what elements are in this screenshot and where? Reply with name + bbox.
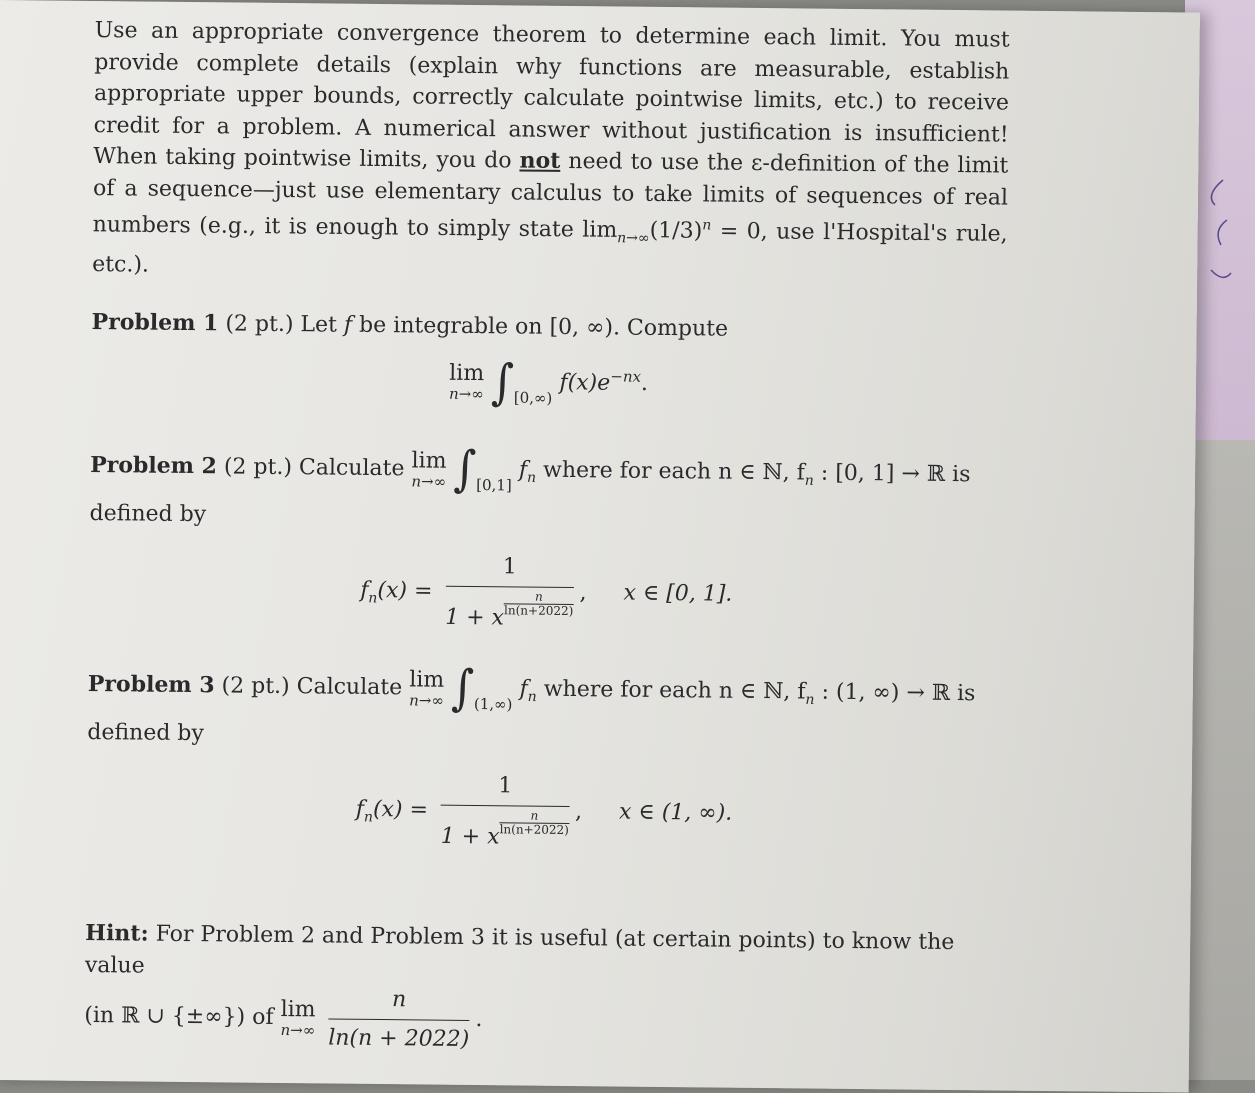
limit-operator — [448, 360, 485, 404]
lhs: f — [360, 577, 369, 604]
lhs-2: (x) = — [377, 578, 433, 604]
fraction — [445, 551, 574, 635]
problem-1-points: (2 pt.) — [225, 311, 294, 337]
hint — [84, 918, 1000, 1061]
desk-background — [1185, 440, 1255, 1080]
exp-num: n — [500, 809, 569, 824]
domain: x ∈ (1, ∞). — [618, 799, 733, 827]
fn-sub: n — [805, 692, 815, 709]
hint-text: For Problem 2 and Problem 3 it is useful (at certain points) to know the value — [84, 922, 955, 979]
exp-den: ln(n+2022) — [504, 603, 574, 618]
problem-2-label: Problem 2 — [89, 452, 218, 480]
exp-den: ln(n+2022) — [499, 822, 569, 837]
domain: x ∈ [0, 1]. — [623, 580, 733, 607]
problem-2-text: Calculate — [298, 455, 405, 482]
problem-3-label: Problem 3 — [87, 671, 215, 699]
period: . — [475, 1007, 483, 1033]
hint-label: Hint: — [85, 920, 149, 948]
problem-3 — [86, 660, 1003, 858]
integrand-exponent: −nx — [610, 367, 642, 386]
numerator: n — [328, 984, 469, 1021]
lim-text: lim — [449, 360, 485, 387]
problem-2-formula — [88, 547, 1004, 639]
denominator: ln(n + 2022) — [328, 1025, 470, 1052]
period: . — [640, 371, 649, 397]
denominator — [441, 805, 570, 853]
lim-text: lim — [280, 996, 316, 1023]
fraction — [441, 770, 570, 854]
lhs-2: (x) = — [372, 797, 429, 823]
instructions-text-3: (1/3) — [649, 218, 703, 244]
problem-3-points: (2 pt.) — [221, 673, 290, 700]
fn-sub: n — [804, 472, 814, 489]
lhs-sub: n — [368, 590, 378, 607]
integrand: f(x)e — [559, 370, 611, 396]
comma: , — [579, 580, 587, 606]
problem-1 — [91, 307, 1007, 420]
denominator-base: 1 + x — [440, 823, 500, 850]
exam-content — [84, 15, 1010, 1061]
problem-3-formula — [86, 766, 1002, 858]
fraction — [328, 984, 470, 1055]
problem-1-label: Problem 1 — [91, 308, 219, 337]
exponent-fraction — [500, 809, 570, 837]
function-f: f — [343, 312, 353, 338]
limit-operator — [280, 996, 316, 1040]
problem-1-text-2: be integrable on [0, ∞). Compute — [359, 312, 729, 342]
exponent: n — [702, 217, 712, 234]
exponent-fraction — [504, 590, 574, 618]
fn-sub: n — [526, 469, 537, 487]
fn-sub: n — [527, 689, 537, 706]
problem-2 — [88, 441, 1005, 639]
comma: , — [574, 799, 583, 825]
instructions-text-2: need to use the ε-definition of the limit of a sequence—just use elementary calculus to take limits of sequences of real numbers (e.g., it is enough to simply state lim — [92, 148, 1009, 243]
lim-text: lim — [411, 447, 447, 474]
lim-sub: n→∞ — [411, 471, 447, 491]
lim-sub: n→∞ — [409, 691, 444, 710]
defined-by-text: defined by — [89, 500, 207, 527]
lim-subscript: n→∞ — [617, 230, 650, 247]
denominator-base: 1 + x — [445, 604, 505, 631]
problem-2-points: (2 pt.) — [223, 454, 293, 481]
fn: f — [518, 457, 528, 483]
integral-domain: (1,∞) — [473, 695, 513, 714]
numerator: 1 — [441, 770, 569, 807]
problem-3-text: Calculate — [296, 674, 403, 701]
emphasis-not: not — [519, 147, 561, 174]
lim-sub: n→∞ — [280, 1020, 316, 1040]
lhs-sub: n — [363, 809, 374, 826]
problem-3-text-3: : (1, ∞) → ℝ is — [814, 679, 976, 707]
lhs: f — [355, 797, 365, 823]
denominator — [445, 586, 574, 634]
integral-sign: ∫ — [453, 441, 477, 498]
exp-num: n — [504, 590, 573, 605]
hint-line-2 — [84, 981, 1000, 1061]
fn: f — [519, 676, 528, 702]
instructions-text-4: = 0, use l'Hospital's rule, etc.). — [92, 218, 1008, 278]
integral-sign: ∫ — [450, 660, 475, 717]
lim-sub: n→∞ — [448, 384, 484, 404]
defined-by-text: defined by — [87, 719, 205, 746]
integral-sign: ∫ — [490, 354, 515, 411]
integral-domain: [0,1] — [476, 476, 512, 495]
limit-operator — [409, 669, 444, 708]
problem-2-text-2: where for each n ∈ ℕ, f — [542, 457, 805, 486]
instructions-paragraph — [92, 15, 1010, 290]
numerator: 1 — [446, 551, 574, 588]
pen-scribble-mark — [1203, 175, 1233, 285]
problem-2-text-3: : [0, 1] → ℝ is — [813, 460, 971, 488]
lim-text: lim — [409, 667, 445, 693]
problem-1-formula — [91, 356, 1007, 419]
problem-1-text: Let — [300, 311, 338, 338]
integral-domain: [0,∞) — [513, 388, 553, 408]
hint-text-2: (in ℝ ∪ {±∞}) of — [84, 1003, 274, 1031]
instructions-text: Use an appropriate convergence theorem to determine each limit. You must provide complete details (explain why functions are measurable, establish appropriate upper bounds, correctly calculate pointwise limits, etc.) to receive credit for a problem. A numerical answer without justification is insufficient! When taking pointwise limits, you do — [93, 17, 1010, 174]
problem-3-text-2: where for each n ∈ ℕ, f — [543, 676, 806, 705]
limit-operator — [411, 447, 447, 491]
